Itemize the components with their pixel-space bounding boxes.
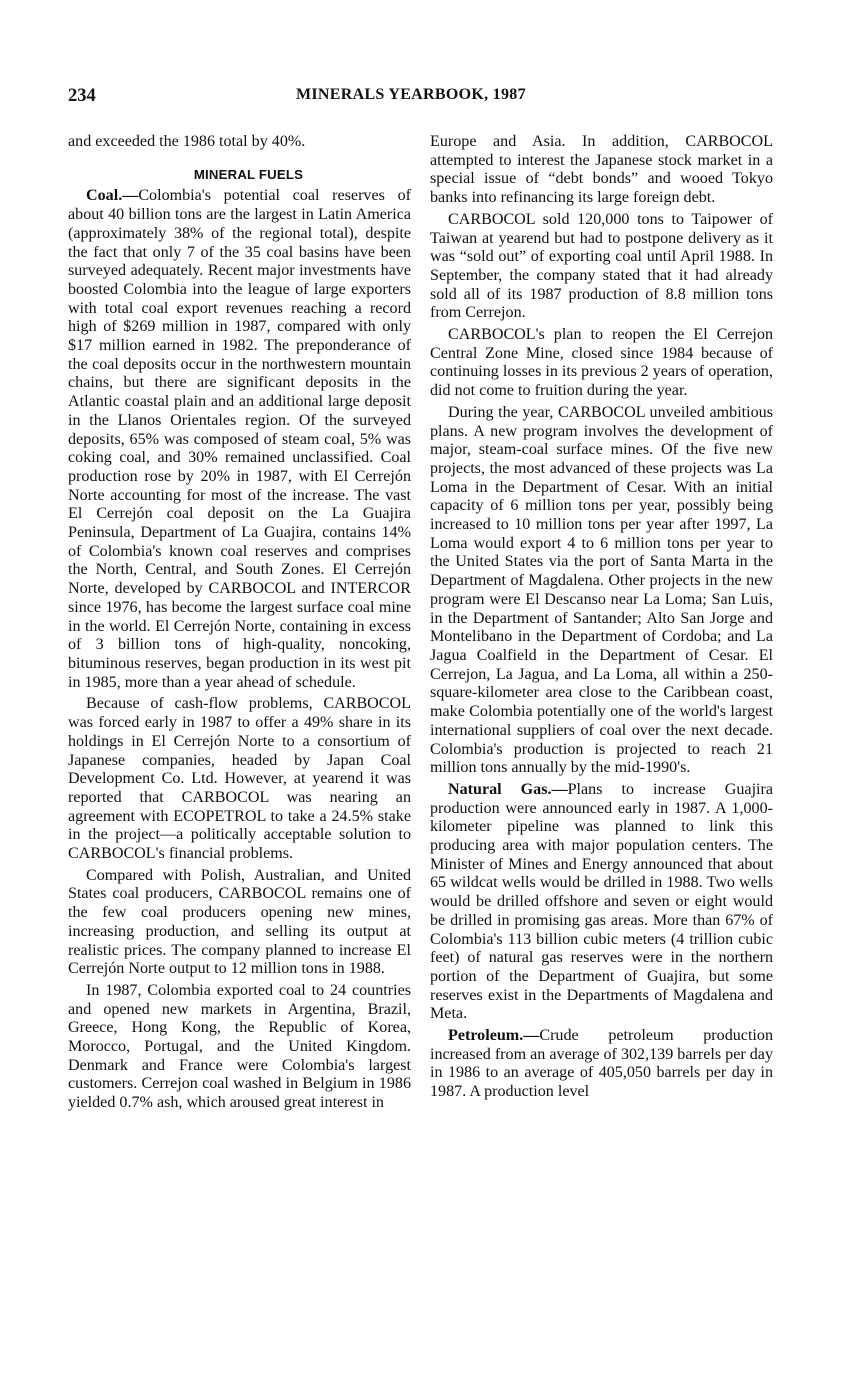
paragraph-petroleum [430,1027,773,1102]
paragraph-cashflow: Because of cash-flow problems, CARBOCOL was forced early in 1987 to offer a 49% share in its holdings in El Cerrejón Norte to a consortium of Japanese companies, headed by Japan Coal Development Co. Ltd. However, at yearend it was reported that CARBOCOL was nearing an agreement with ECOPETROL to take a 24.5% stake in the project—a politically acceptable solution to CARBOCOL's financial problems. [68,695,411,863]
coal-text: Colombia's potential coal reserves of about 40 billion tons are the largest in Latin America (approximately 38% of the regional total), despite the fact that only 7 of the 35 coal basins have been surveyed adequately. Recent major investments have boosted Colombia into the league of large exporters with total coal export revenues reaching a record high of $269 million in 1987, compared with only $17 million earned in 1982. The preponderance of the coal deposits occur in the northwestern mountain chains, but there are significant deposits in the Atlantic coastal plain and an additional large deposit in the Llanos Orientales region. Of the surveyed deposits, 65% was composed of steam coal, 5% was coking coal, and 30% remained unclassified. Coal production rose by 20% in 1987, with El Cerrejón Norte accounting for most of the increase. The vast El Cerrejón coal deposit on the La Guajira Peninsula, Department of La Guajira, contains 14% of Colombia's known coal reserves and comprises the North, Central, and South Zones. El Cerrejón Norte, developed by CARBOCOL and INTERCOR since 1976, has become the largest surface coal mine in the world. El Cerrejón Norte, containing in excess of 3 billion tons of high-quality, noncoking, bituminous reserves, began production in its west pit in 1985, more than a year ahead of schedule. [68,187,411,691]
page-header [68,86,774,110]
paragraph-sold: CARBOCOL sold 120,000 tons to Taipower of Taiwan at yearend but had to postpone delivery as it was “sold out” of exporting coal until April 1988. In September, the company stated that it had already sold all of its 1987 production of 8.8 million tons from Cerrejon. [430,210,773,322]
running-title: MINERALS YEARBOOK, 1987 [296,86,526,103]
run-in-heading-petroleum: Petroleum.— [448,1027,540,1045]
left-column [68,133,411,1116]
paragraph-exported: In 1987, Colombia exported coal to 24 countries and opened new markets in Argentina, Brazil, Greece, Hong Kong, the Republic of Korea, Morocco, Portugal, and the United Kingdom. Denmark and France were Colombia's largest customers. Cerrejon coal washed in Belgium in 1986 yielded 0.7% ash, which aroused great interest in [68,981,411,1112]
paragraph-plan: CARBOCOL's plan to reopen the El Cerrejon Central Zone Mine, closed since 1984 because of continuing losses in its previous 2 years of operation, did not come to fruition during the year. [430,326,773,400]
petroleum-text: Crude petroleum production increased from an average of 302,139 barrels per day in 1986 to an average of 405,050 barrels per day in 1987. A production level [430,1027,773,1101]
paragraph-during: During the year, CARBOCOL unveiled ambitious plans. A new program involves the development of major, steam-coal surface mines. Of the five new projects, the most advanced of these projects was La Loma in the Department of Cesar. With an initial capacity of 6 million tons per year, possibly being increased to 10 million tons per year after 1997, La Loma would export 4 to 6 million tons per year to the United States via the port of Santa Marta in the Department of Magdalena. Other projects in the new program were El Descanso near La Loma; San Luis, in the Department of Santander; Alto San Jorge and Montelibano in the Department of Cordoba; and La Jagua Coalfield in the Department of Cesar. El Cerrejon, La Jagua, and La Loma, all within a 250-square-kilometer area close to the Caribbean coast, make Colombia potentially one of the world's largest international suppliers of coal over the next decade. Colombia's production is projected to reach 21 million tons annually by the mid-1990's. [430,403,773,777]
intro-line: and exceeded the 1986 total by 40%. [68,133,306,150]
right-column [430,133,773,1105]
natural-gas-text: Plans to increase Guajira production were announced early in 1987. A 1,000-kilometer pipeline was planned to link this producing area with major population centers. The Minister of Mines and Energy announced that about 65 wildcat wells would be drilled in 1988. Two wells would be drilled offshore and seven or eight would be drilled in promising gas areas. More than 67% of Colombia's 113 billion cubic meters (4 trillion cubic feet) of natural gas reserves were in the northern portion of the Department of Guajira, but some reserves exist in the Departments of Magdalena and Meta. [430,780,774,1023]
run-in-heading-coal: Coal.— [86,187,139,205]
paragraph-europe: Europe and Asia. In addition, CARBOCOL attempted to interest the Japanese stock market in a special issue of “debt bonds” and wooed Tokyo banks into refinancing its large foreign debt. [430,133,773,207]
paragraph-compared: Compared with Polish, Australian, and United States coal producers, CARBOCOL remains one of the few coal producers opening new mines, increasing production, and selling its output at realistic prices. The company planned to increase El Cerrejón Norte output to 12 million tons in 1988. [68,866,411,978]
section-heading-mineral-fuels: MINERAL FUELS [193,166,304,182]
paragraph-coal [68,187,411,692]
page-number: 234 [68,86,96,106]
paragraph-natural-gas [430,781,773,1024]
run-in-heading-natural-gas: Natural Gas.— [448,780,568,798]
